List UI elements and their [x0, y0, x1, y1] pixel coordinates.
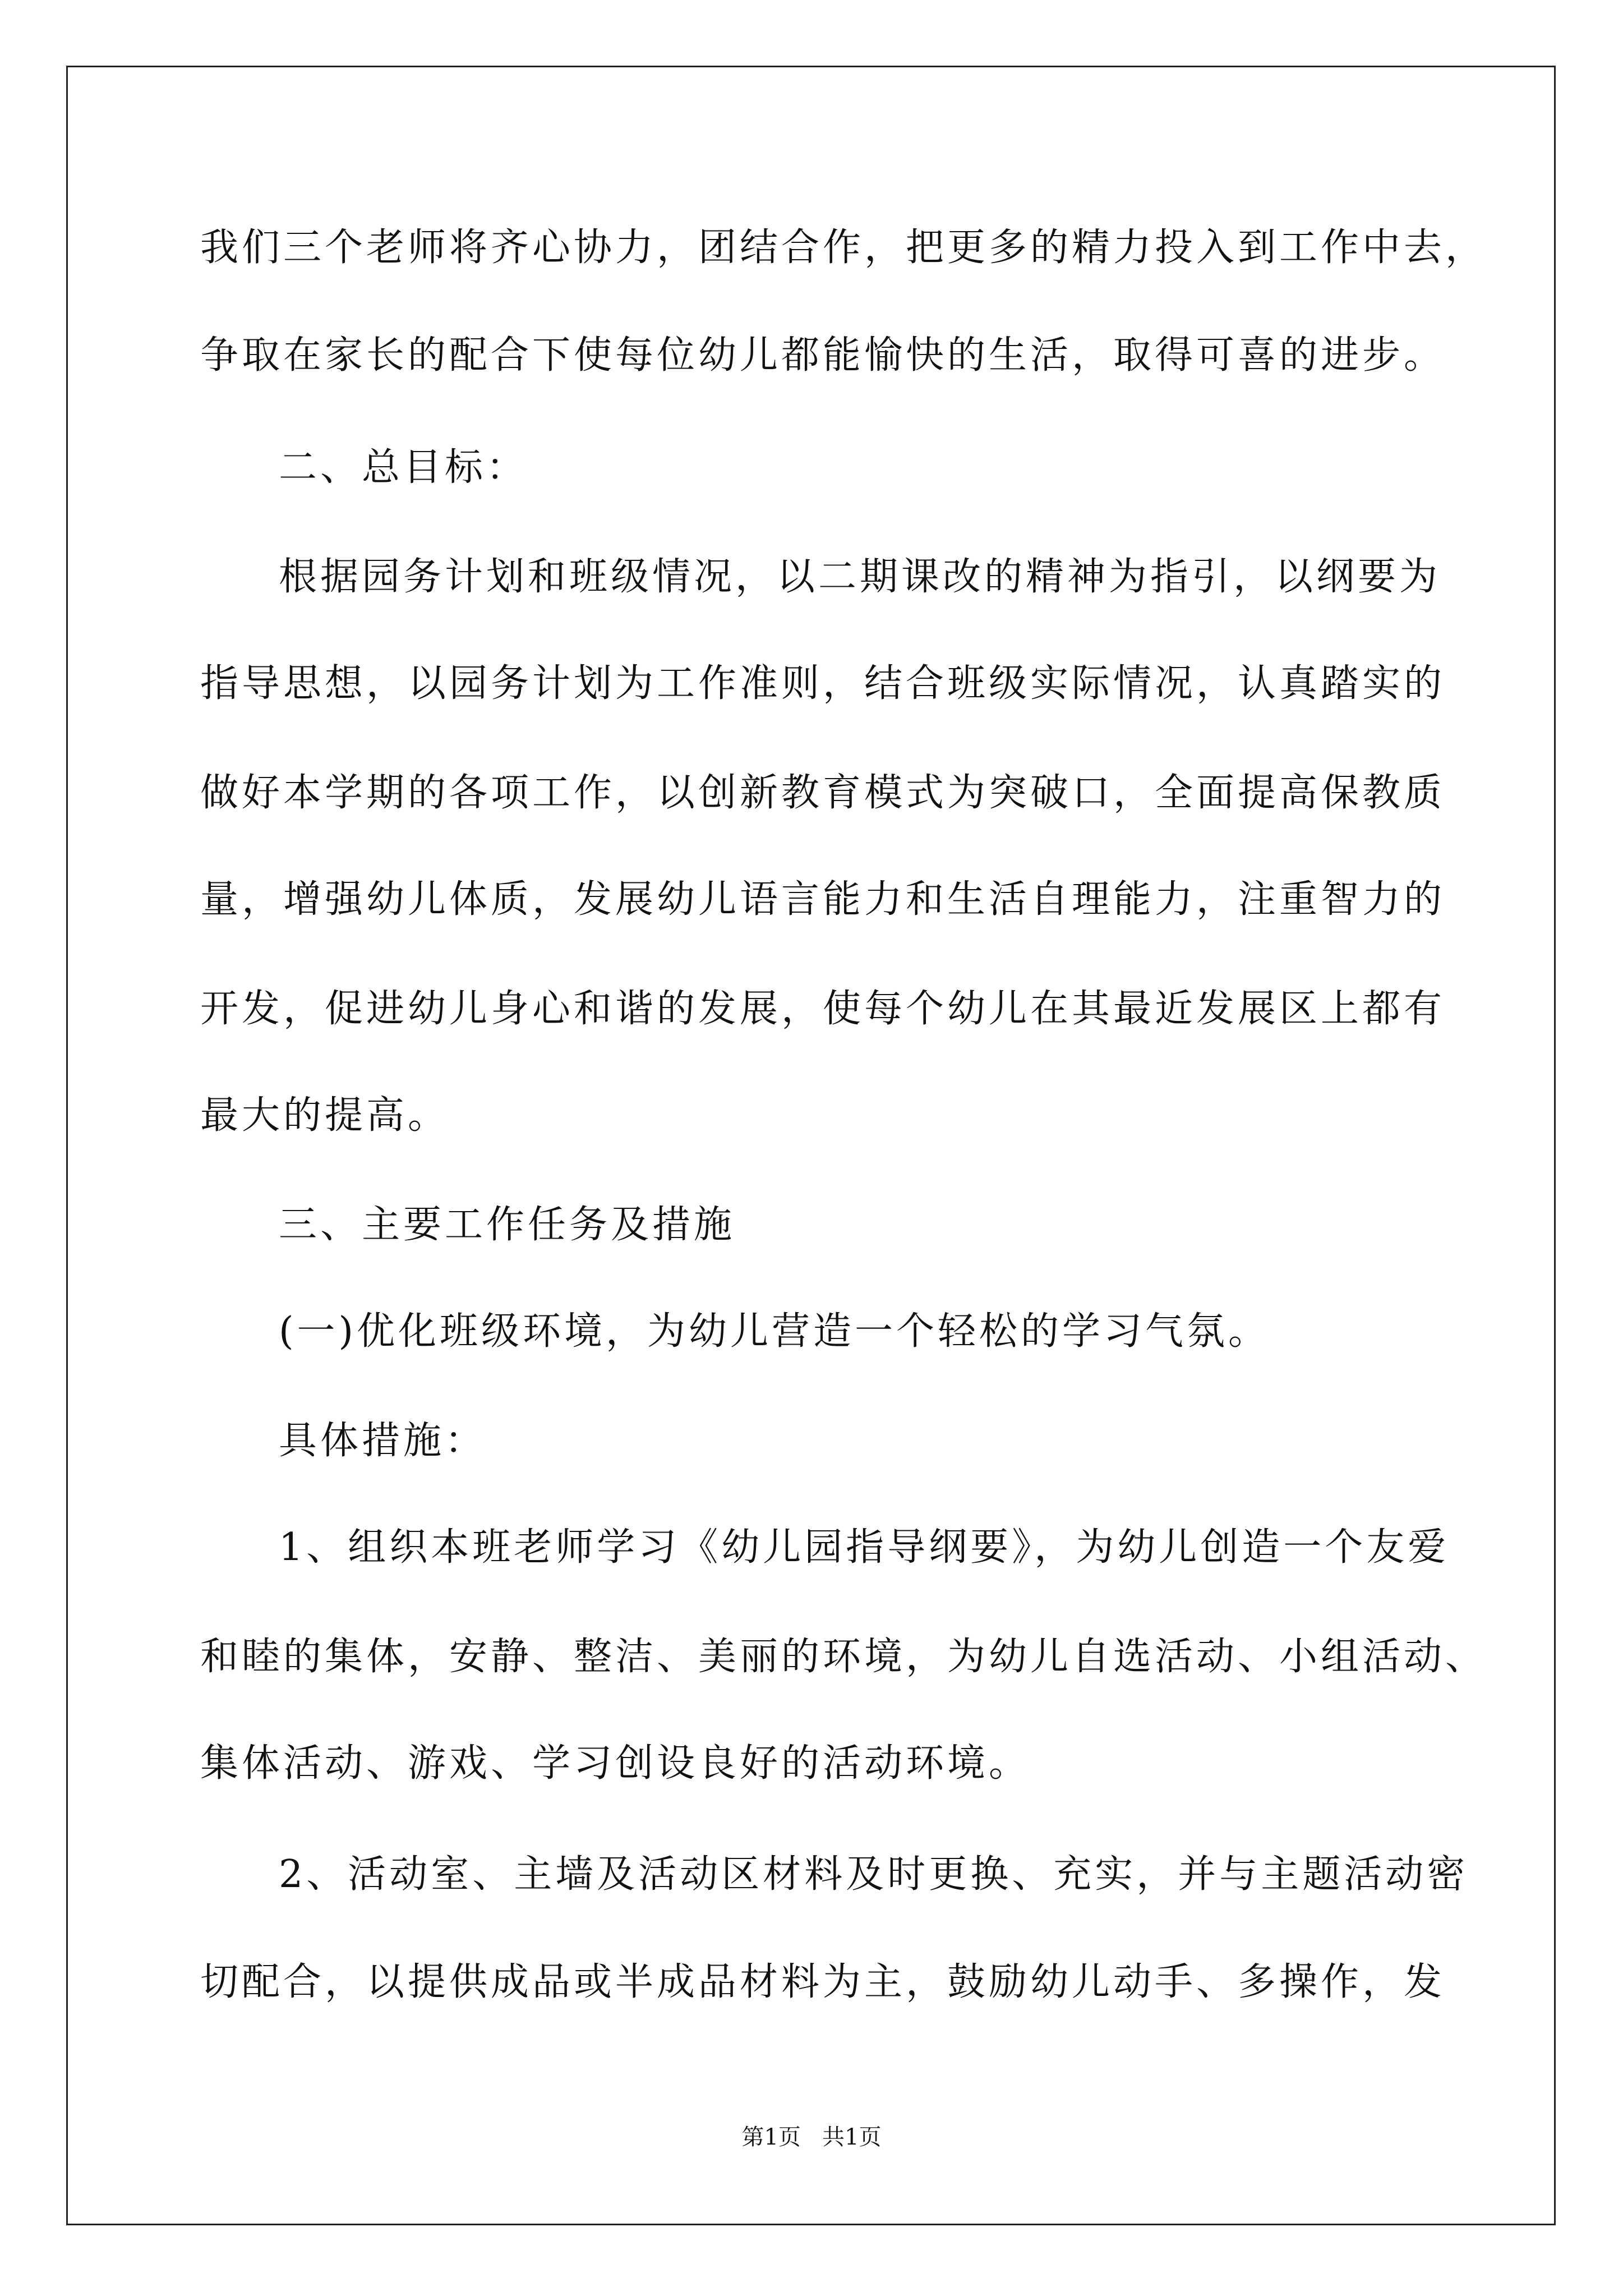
section-heading-3: 三、主要工作任务及措施: [279, 1203, 736, 1247]
body-line-11: 集体活动、游戏、学习创设良好的活动环境。: [200, 1741, 1031, 1786]
subsection-heading-1: (一)优化班级环境，为幼儿营造一个轻松的学习气氛。: [279, 1309, 1270, 1354]
body-line-12: 2、活动室、主墙及活动区材料及时更换、充实，并与主题活动密: [279, 1852, 1469, 1897]
body-line-9: 1、组织本班老师学习《幼儿园指导纲要》，为幼儿创造一个友爱: [279, 1525, 1450, 1570]
body-line-3: 根据园务计划和班级情况，以二期课改的精神为指引，以纲要为: [279, 555, 1441, 599]
measures-heading: 具体措施：: [279, 1419, 487, 1463]
section-heading-2: 二、总目标：: [279, 445, 528, 490]
page-border: [66, 66, 1556, 2225]
page-number-footer: 第1页 共1页: [741, 2124, 882, 2150]
body-line-10: 和睦的集体，安静、整洁、美丽的环境，为幼儿自选活动、小组活动、: [200, 1635, 1487, 1679]
body-line-13: 切配合，以提供成品或半成品材料为主，鼓励幼儿动手、多操作，发: [200, 1960, 1446, 2004]
body-line-8: 最大的提高。: [200, 1093, 450, 1138]
body-line-2: 争取在家长的配合下使每位幼儿都能愉快的生活，取得可喜的进步。: [200, 333, 1446, 378]
body-line-4: 指导思想，以园务计划为工作准则，结合班级实际情况，认真踏实的: [200, 661, 1446, 706]
body-line-7: 开发，促进幼儿身心和谐的发展，使每个幼儿在其最近发展区上都有: [200, 987, 1446, 1031]
body-line-6: 量，增强幼儿体质，发展幼儿语言能力和生活自理能力，注重智力的: [200, 877, 1446, 922]
body-line-5: 做好本学期的各项工作，以创新教育模式为突破口，全面提高保教质: [200, 771, 1446, 815]
body-line-1: 我们三个老师将齐心协力，团结合作，把更多的精力投入到工作中去，: [200, 226, 1487, 270]
